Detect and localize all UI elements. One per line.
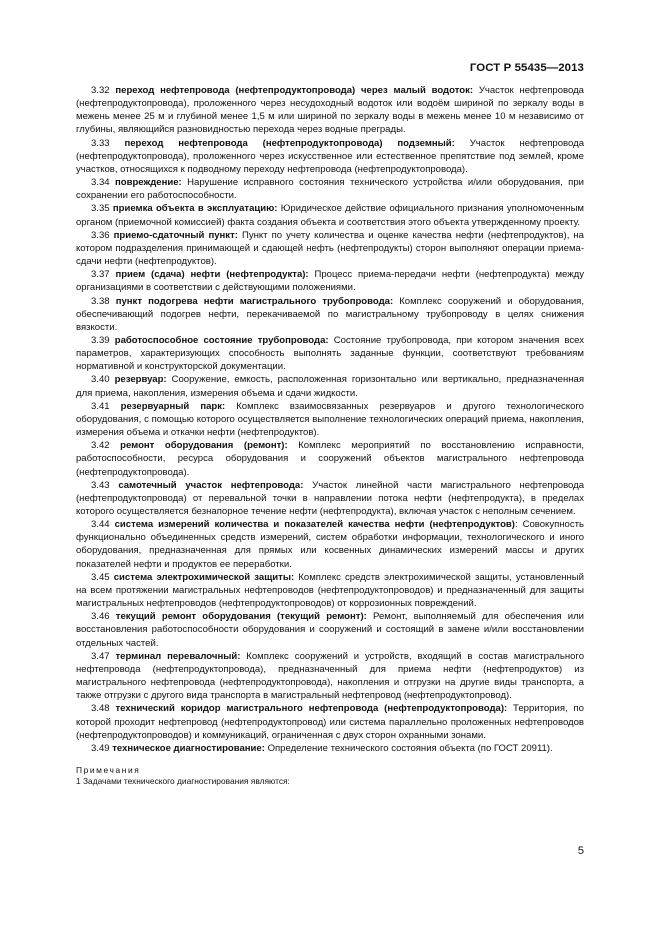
definition-item [76,439,584,478]
definition-term: резервуар: [114,374,167,386]
page-number: 5 [577,845,584,857]
definition-text: Нарушение исправного состояния технического устройства и/или оборудования, при сохранении его работоспособности. [76,177,584,202]
definition-text: Участок нефтепровода (нефтепродуктопровода), проложенного через несудоходный водоток или водоём шириной по зеркалу воды в межень менее 25 м и глубиной менее 1,5 м или шириной по зеркалу воды в межень менее 10 м независимо от глубины, являющийся разновидностью перехода через водные преграды. [76,85,584,136]
definition-text: Комплекс средств электрохимической защиты, установленный на всем протяжении магистральных нефтепроводов (нефтепродуктопроводов) и предназначенный для защиты магистральных нефтепроводов (нефтепродуктопроводов) от коррозионных повреждений. [76,571,584,610]
definition-item [76,202,584,228]
definition-term: переход нефтепровода (нефтепродуктопровода) подземный: [124,137,455,149]
definition-item [76,610,584,649]
definition-term: система электрохимической защиты: [113,571,295,583]
definition-term: ремонт оборудования (ремонт): [120,440,288,452]
definition-number: 3.35 [91,203,110,215]
definition-item [76,229,584,268]
note-item: 1 Задачами технического диагностирования являются: [76,776,290,787]
definition-term: самотечный участок нефтепровода: [118,479,304,491]
definition-term: техническое диагностирование: [112,742,265,754]
definition-number: 3.46 [91,611,110,623]
definition-item [76,334,584,373]
definition-text: Ремонт, выполняемый для обеспечения или восстановления работоспособности оборудования и сооружений и состоящий в замене и/или восстановлении отдельных частей. [76,611,584,649]
definition-number: 3.37 [91,269,110,281]
definition-number: 3.48 [91,703,110,715]
definition-number: 3.38 [91,295,110,307]
definition-number: 3.39 [91,334,110,346]
definition-text: Комплекс мероприятий по восстановлению исправности, работоспособности, ресурса оборудования и сооружений объектов магистрального нефтепровода (нефтепродуктопровода). [76,440,585,478]
definition-item [76,571,584,610]
definition-term: переход нефтепровода (нефтепродуктопровода) через малый водоток: [115,85,474,96]
definition-text: Территория, по которой проходит нефтепровод (нефтепродуктопровод) или система параллельно проложенных нефтепроводов (нефтепродуктопроводов) и коммуникаций, ограниченная с двух сторон охранными зонами. [76,703,584,741]
notes-list [76,776,584,787]
definition-text: Комплекс взаимосвязанных резервуаров и другого технологического оборудования, с помощью которого осуществляется выполнение технологических операций приема, накопления, измерения объема и откачки нефти (нефтепродуктов). [76,400,584,439]
definition-text: Участок линейной части магистрального нефтепровода (нефтепродуктопровода) от перевальной точки в направлении потока нефти (нефтепродукта), в пределах которого осуществляется безнапорное течение нефти (нефтепродукта), включая участок с неполным сечением. [76,479,585,517]
definition-term: приемка объекта в эксплуатацию: [112,203,278,215]
definition-number: 3.41 [91,400,110,412]
definition-number: 3.34 [91,177,110,189]
definition-term: система измерений количества и показателей качества нефти (нефтепродуктов) [114,519,515,531]
definition-item [76,702,584,741]
definition-number: 3.43 [91,479,110,491]
definition-text: Юридическое действие официального признания уполномоченным органом (приемочной комиссией) факта создания объекта и соответствия этого объекта утвержденному проекту. [76,203,585,228]
definition-item [76,84,584,137]
definition-item [76,518,584,571]
definition-text: : Совокупность функционально объединенных средств измерений, систем обработки информации, технологического и иного оборудования, предназначенная для прямых или косвенных динамических измерений массы и других показателей нефти и продуктов ее переработки. [76,519,584,570]
definition-number: 3.32 [91,85,110,96]
definition-item [76,295,584,334]
definition-number: 3.44 [91,519,110,531]
definition-number: 3.42 [91,440,110,452]
definitions-list [76,84,584,755]
definition-number: 3.33 [91,137,110,149]
definition-item [76,268,584,294]
definition-term: текущий ремонт оборудования (текущий ремонт): [115,611,367,623]
definition-term: резервуарный парк: [120,400,226,412]
definition-number: 3.36 [91,229,110,241]
notes-block [76,765,584,787]
definition-text: Участок нефтепровода (нефтепродуктопровода), проложенного через искусственное или естественное препятствие под землей, кроме участков, относящихся к подводному переходу нефтепровода (нефтепродуктопровода). [76,137,584,175]
definition-text: Определение технического состояния объекта (по ГОСТ 20911). [264,742,553,754]
definition-item [76,137,584,176]
definition-term: пункт подогрева нефти магистрального трубопровода: [115,295,394,307]
definition-item [76,479,584,518]
definition-term: прием (сдача) нефти (нефтепродукта): [115,269,309,281]
definition-text: Пункт по учету количества и оценке качества нефти (нефтепродуктов), на котором подразделения принимающей и сдающей нефть (нефтепродукты) сторон выполняют операции приема-сдачи нефти (нефтепродуктов). [76,229,584,268]
definition-text: Комплекс сооружений и устройств, входящий в состав магистрального нефтепровода (нефтепродуктопровода), предназначенный для приема нефти (нефтепродуктов) из магистрального нефтепровода (нефтепродуктопровода), накопления и отгрузки на другие виды транспорта, а также отгрузки с другого вида транспорта в магистральный нефтепровод (нефтепродуктопровод). [76,650,585,702]
definition-item [76,742,584,755]
definition-text: Процесс приема-передачи нефти (нефтепродукта) между организациями в соответствии с действующими положениями. [76,269,584,294]
definition-number: 3.49 [91,742,110,754]
definition-text: Состояние трубопровода, при котором значения всех параметров, характеризующих способность выполнять заданные функции, соответствуют требованиям нормативной и конструкторской документации. [76,334,584,373]
definition-number: 3.45 [91,571,110,583]
document-header: ГОСТ Р 55435—2013 [469,62,584,74]
definition-term: технический коридор магистрального нефтепровода (нефтепродуктопровода): [115,703,508,715]
definition-term: приемо-сдаточный пункт: [113,229,238,241]
notes-title: Примечания [76,764,141,775]
definition-item [76,373,584,399]
definition-term: терминал перевалочный: [115,650,241,662]
definition-term: работоспособное состояние трубопровода: [114,334,329,346]
definition-text: Комплекс сооружений и оборудования, обеспечивающий подогрев нефти, перекачиваемой по магистральному трубопроводу в целях снижения вязкости. [76,295,584,333]
definition-term: повреждение: [114,177,182,189]
definition-number: 3.40 [91,374,110,386]
definition-item [76,176,584,202]
definitions-section [76,84,584,787]
definition-number: 3.47 [91,650,110,662]
definition-text: Сооружение, емкость, расположенная горизонтально или вертикально, предназначенная для приема, накопления, измерения объема и сдачи жидкости. [76,374,584,399]
definition-item [76,400,584,439]
definition-item [76,650,584,703]
